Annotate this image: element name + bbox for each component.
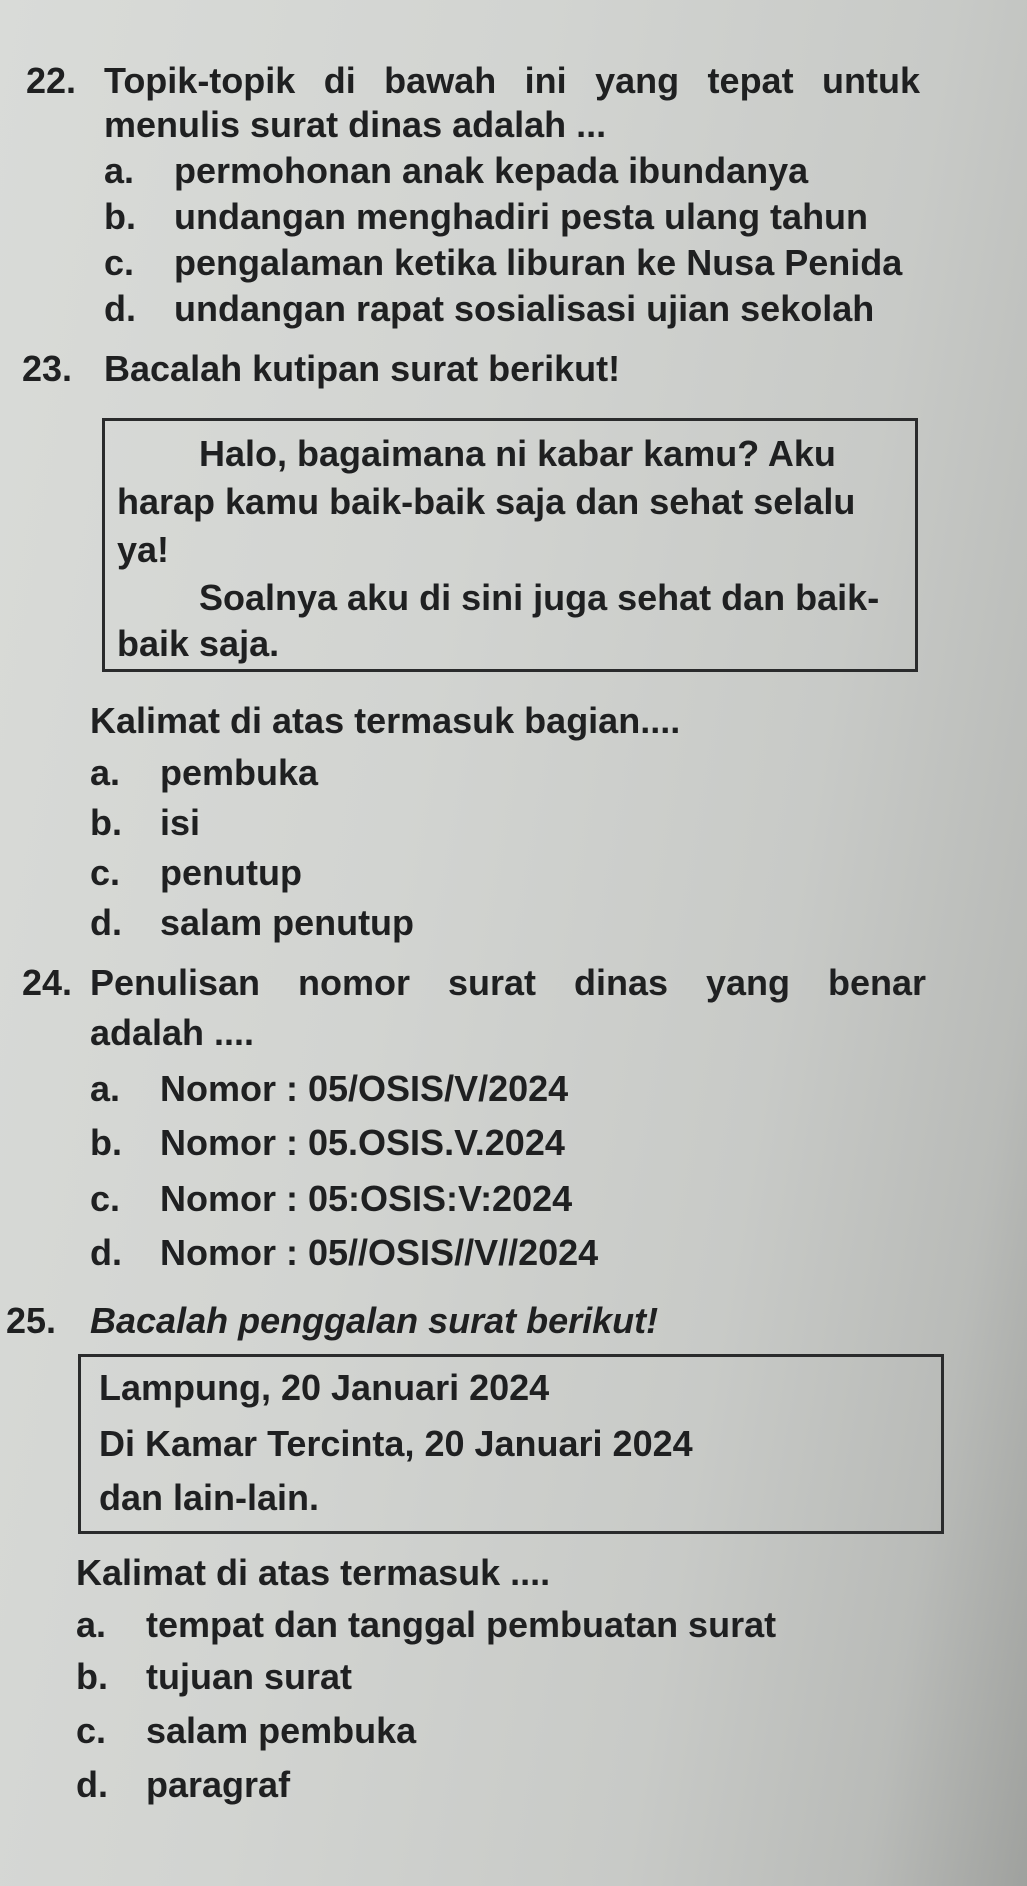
q22-option-c[interactable] [104, 242, 902, 284]
q25-option-a-text: tempat dan tanggal pembuatan surat [146, 1604, 777, 1645]
q22-option-b-text: undangan menghadiri pesta ulang tahun [174, 196, 869, 237]
q25-option-d-letter: d. [76, 1764, 108, 1805]
q24-option-c-letter: c. [90, 1178, 121, 1219]
q23-option-d[interactable] [90, 902, 414, 944]
q23-option-c-letter: c. [90, 852, 121, 893]
q24-stem-line2: adalah .... [90, 1012, 255, 1053]
q23-option-a-text: pembuka [160, 752, 319, 793]
q23-question: Kalimat di atas termasuk bagian.... [90, 700, 681, 741]
q24-option-a[interactable] [90, 1068, 568, 1110]
q25-prompt: Bacalah penggalan surat berikut! [90, 1300, 659, 1341]
q23-excerpt-line4: Soalnya aku di sini juga sehat dan baik- [199, 577, 880, 618]
q23-option-c-text: penutup [160, 852, 302, 893]
q23-excerpt-box [102, 418, 918, 672]
q24-option-a-letter: a. [90, 1068, 121, 1109]
q24-option-b-text: Nomor : 05.OSIS.V.2024 [160, 1122, 565, 1163]
q25-option-a-letter: a. [76, 1604, 107, 1645]
q22-option-a-letter: a. [104, 150, 135, 191]
q25-option-c-letter: c. [76, 1710, 107, 1751]
q24-number: 24. [22, 962, 73, 1003]
q24-stem-line1: Penulisan nomor surat dinas yang benar [90, 962, 926, 1003]
q23-excerpt-line2: harap kamu baik-baik saja dan sehat selalu [117, 481, 856, 522]
q22-stem-line1: Topik-topik di bawah ini yang tepat untuk [104, 60, 920, 101]
q24-option-d-letter: d. [90, 1232, 122, 1273]
q22-option-a[interactable] [104, 150, 808, 192]
q22-option-c-text: pengalaman ketika liburan ke Nusa Penida [174, 242, 903, 283]
q25-excerpt-box [78, 1354, 944, 1534]
q24-option-b-letter: b. [90, 1122, 122, 1163]
q25-excerpt-line1: Lampung, 20 Januari 2024 [99, 1367, 550, 1408]
q23-option-b-text: isi [160, 802, 201, 843]
q24-option-a-text: Nomor : 05/OSIS/V/2024 [160, 1068, 569, 1109]
q22-option-a-text: permohonan anak kepada ibundanya [174, 150, 809, 191]
q23-option-d-letter: d. [90, 902, 122, 943]
q23-option-c[interactable] [90, 852, 302, 894]
q25-option-b-letter: b. [76, 1656, 108, 1697]
q25-option-c[interactable] [76, 1710, 416, 1752]
q23-option-b[interactable] [90, 802, 200, 844]
q23-excerpt-line5: baik saja. [117, 623, 280, 664]
q23-option-b-letter: b. [90, 802, 122, 843]
q25-number: 25. [6, 1300, 57, 1341]
q25-option-a[interactable] [76, 1604, 776, 1646]
q22-stem-line2: menulis surat dinas adalah ... [104, 104, 607, 145]
q24-option-c-text: Nomor : 05:OSIS:V:2024 [160, 1178, 573, 1219]
q24-option-d[interactable] [90, 1232, 598, 1274]
q22-option-c-letter: c. [104, 242, 135, 283]
q25-option-d-text: paragraf [146, 1764, 291, 1805]
q23-excerpt-line1: Halo, bagaimana ni kabar kamu? Aku [199, 433, 836, 474]
q22-option-d-letter: d. [104, 288, 136, 329]
q25-question: Kalimat di atas termasuk .... [76, 1552, 551, 1593]
q23-number: 23. [22, 348, 73, 389]
q22-option-d-text: undangan rapat sosialisasi ujian sekolah [174, 288, 875, 329]
q23-option-a-letter: a. [90, 752, 121, 793]
q24-option-c[interactable] [90, 1178, 572, 1220]
q25-excerpt-line3: dan lain-lain. [99, 1477, 320, 1518]
q23-excerpt-line3: ya! [117, 529, 170, 570]
q23-option-d-text: salam penutup [160, 902, 415, 943]
q24-option-d-text: Nomor : 05//OSIS//V//2024 [160, 1232, 599, 1273]
q23-prompt: Bacalah kutipan surat berikut! [104, 348, 621, 389]
q25-option-b[interactable] [76, 1656, 352, 1698]
q22-option-d[interactable] [104, 288, 874, 330]
q24-option-b[interactable] [90, 1122, 565, 1164]
q23-option-a[interactable] [90, 752, 318, 794]
q22-option-b[interactable] [104, 196, 868, 238]
q25-option-c-text: salam pembuka [146, 1710, 417, 1751]
q25-option-b-text: tujuan surat [146, 1656, 353, 1697]
q22-option-b-letter: b. [104, 196, 136, 237]
q22-number: 22. [26, 60, 77, 101]
q25-option-d[interactable] [76, 1764, 290, 1806]
q25-excerpt-line2: Di Kamar Tercinta, 20 Januari 2024 [99, 1423, 693, 1464]
